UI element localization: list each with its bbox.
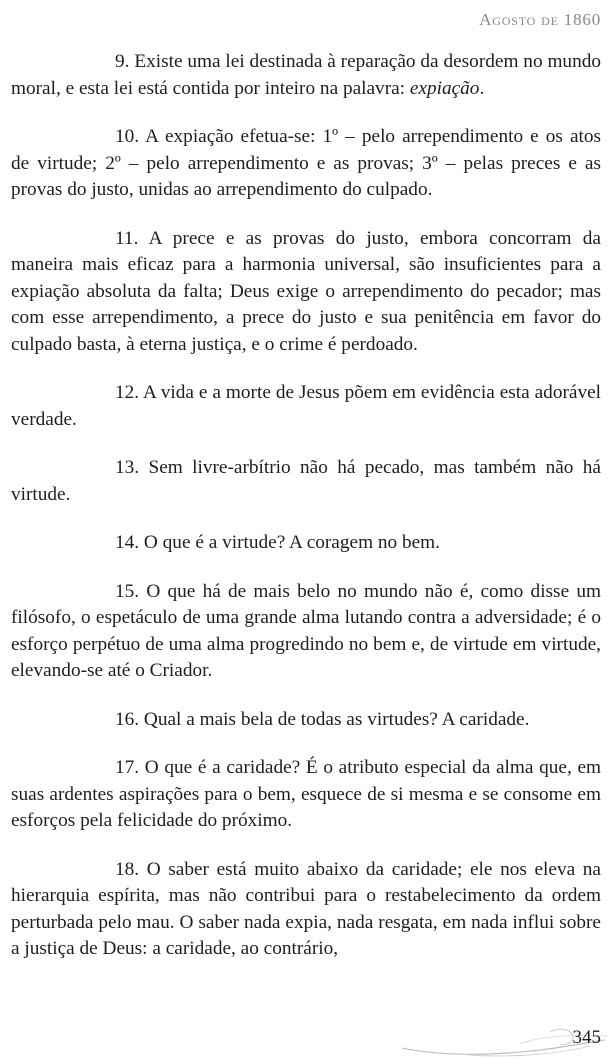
page-body [11,49,601,963]
page-number: 345 [572,1027,601,1048]
paragraph-15: 15. O que há de mais belo no mundo não é, como disse um filósofo, o espetáculo de uma grande alma lutando contra a adversidade; é o esforço perpétuo de uma alma progredindo no bem e, de virtude em virtude, elevando-se até o Criador. [11,580,601,681]
paragraph-16: 16. Qual a mais bela de todas as virtudes? A caridade. [115,708,530,730]
paragraph-9 [11,49,601,102]
emphasized-term: expiação [409,77,480,99]
paragraph-tail: . [479,77,485,99]
paragraph-10: 10. A expiação efetua-se: 1º – pelo arrependimento e os atos de virtude; 2º – pelo arrependimento e as provas; 3º – pelas preces e as provas do justo, unidas ao arrependimento do culpado. [11,126,601,200]
paragraph-text: 9. Existe uma lei destinada à reparação da desordem no mundo moral, e esta lei está contida por inteiro na palavra: [11,51,601,99]
paragraph-18: 18. O saber está muito abaixo da caridade; ele nos eleva na hierarquia espírita, mas não contribui para o restabelecimento da ordem perturbada pelo mau. O saber nada expia, nada resgata, em nada influi sobre a justiça de Deus: a caridade, ao contrário, [11,858,601,959]
running-header: Agosto de 1860 [479,10,601,29]
paragraph-17: 17. O que é a caridade? É o atributo especial da alma que, em suas ardentes aspirações para o bem, esquece de si mesma e se consome em esforços pela felicidade do próximo. [11,757,601,831]
paragraph-13: 13. Sem livre-arbítrio não há pecado, mas também não há virtude. [11,457,601,505]
paragraph-14: 14. O que é a virtude? A coragem no bem. [115,532,441,553]
paragraph-12: 12. A vida e a morte de Jesus põem em evidência esta adorável verdade. [11,382,601,430]
paragraph-11: 11. A prece e as provas do justo, embora concorram da maneira mais eficaz para a harmonia universal, são insuficientes para a expiação absoluta da falta; Deus exige o arrependimento do pecador; mas com esse arrependimento, a prece do justo e sua penitência em favor do culpado basta, à eterna justiça, e o crime é perdoado. [11,227,601,355]
